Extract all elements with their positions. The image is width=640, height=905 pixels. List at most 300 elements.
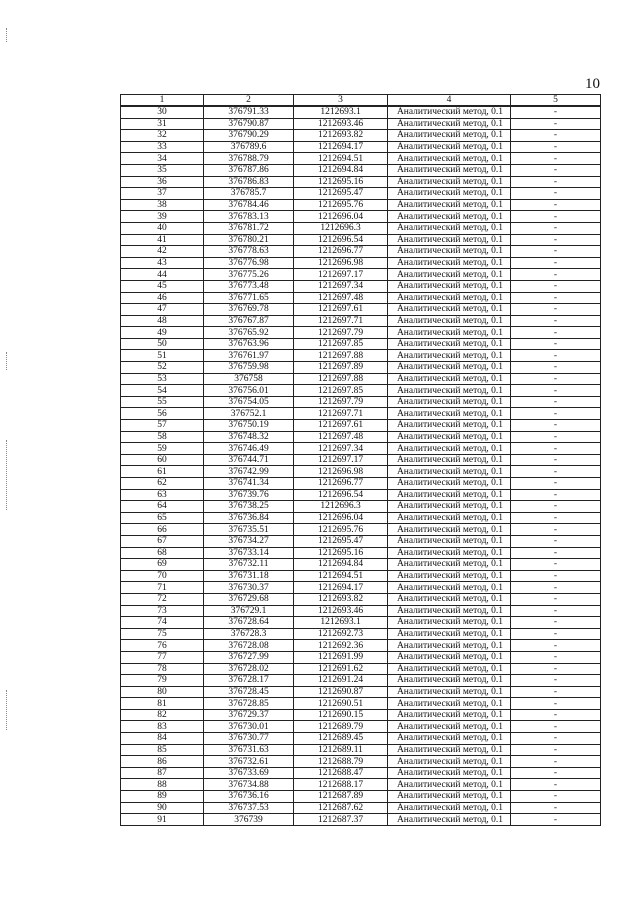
- table-row: [121, 420, 601, 432]
- point-number-cell: 61: [121, 466, 204, 478]
- y-coordinate-cell: 1212697.88: [294, 350, 388, 362]
- x-coordinate-cell: 376746.49: [204, 443, 294, 455]
- y-coordinate-cell: 1212697.61: [294, 304, 388, 316]
- method-cell: Аналитический метод, 0.1: [388, 246, 511, 258]
- point-number-cell: 63: [121, 489, 204, 501]
- table-row: [121, 756, 601, 768]
- method-cell: Аналитический метод, 0.1: [388, 222, 511, 234]
- method-cell: Аналитический метод, 0.1: [388, 721, 511, 733]
- x-coordinate-cell: 376754.05: [204, 396, 294, 408]
- y-coordinate-cell: 1212696.98: [294, 466, 388, 478]
- remark-cell: -: [511, 222, 601, 234]
- table-row: [121, 814, 601, 826]
- table-row: [121, 733, 601, 745]
- method-cell: Аналитический метод, 0.1: [388, 709, 511, 721]
- method-cell: Аналитический метод, 0.1: [388, 559, 511, 571]
- remark-cell: -: [511, 802, 601, 814]
- x-coordinate-cell: 376786.83: [204, 176, 294, 188]
- x-coordinate-cell: 376728.02: [204, 663, 294, 675]
- remark-cell: -: [511, 130, 601, 142]
- point-number-cell: 54: [121, 385, 204, 397]
- y-coordinate-cell: 1212697.79: [294, 327, 388, 339]
- remark-cell: -: [511, 164, 601, 176]
- method-cell: Аналитический метод, 0.1: [388, 385, 511, 397]
- point-number-cell: 87: [121, 767, 204, 779]
- method-cell: Аналитический метод, 0.1: [388, 106, 511, 118]
- x-coordinate-cell: 376765.92: [204, 327, 294, 339]
- point-number-cell: 32: [121, 130, 204, 142]
- x-coordinate-cell: 376748.32: [204, 431, 294, 443]
- method-cell: Аналитический метод, 0.1: [388, 582, 511, 594]
- y-coordinate-cell: 1212692.73: [294, 628, 388, 640]
- x-coordinate-cell: 376758: [204, 373, 294, 385]
- x-coordinate-cell: 376739: [204, 814, 294, 826]
- point-number-cell: 45: [121, 280, 204, 292]
- x-coordinate-cell: 376730.77: [204, 733, 294, 745]
- table-row: [121, 570, 601, 582]
- method-cell: Аналитический метод, 0.1: [388, 257, 511, 269]
- y-coordinate-cell: 1212695.47: [294, 188, 388, 200]
- table-row: [121, 605, 601, 617]
- table-row: [121, 304, 601, 316]
- table-row: [121, 547, 601, 559]
- x-coordinate-cell: 376734.88: [204, 779, 294, 791]
- point-number-cell: 69: [121, 559, 204, 571]
- method-cell: Аналитический метод, 0.1: [388, 234, 511, 246]
- table-row: [121, 628, 601, 640]
- y-coordinate-cell: 1212691.24: [294, 675, 388, 687]
- point-number-cell: 78: [121, 663, 204, 675]
- point-number-cell: 56: [121, 408, 204, 420]
- method-cell: Аналитический метод, 0.1: [388, 698, 511, 710]
- y-coordinate-cell: 1212695.47: [294, 535, 388, 547]
- point-number-cell: 75: [121, 628, 204, 640]
- remark-cell: -: [511, 199, 601, 211]
- method-cell: Аналитический метод, 0.1: [388, 593, 511, 605]
- table-row: [121, 315, 601, 327]
- table-row: [121, 791, 601, 803]
- method-cell: Аналитический метод, 0.1: [388, 269, 511, 281]
- remark-cell: -: [511, 559, 601, 571]
- method-cell: Аналитический метод, 0.1: [388, 605, 511, 617]
- point-number-cell: 64: [121, 501, 204, 513]
- table-row: [121, 501, 601, 513]
- table-row: [121, 199, 601, 211]
- method-cell: Аналитический метод, 0.1: [388, 211, 511, 223]
- point-number-cell: 58: [121, 431, 204, 443]
- table-row: [121, 651, 601, 663]
- x-coordinate-cell: 376773.48: [204, 280, 294, 292]
- y-coordinate-cell: 1212697.17: [294, 454, 388, 466]
- point-number-cell: 55: [121, 396, 204, 408]
- point-number-cell: 52: [121, 362, 204, 374]
- remark-cell: -: [511, 791, 601, 803]
- point-number-cell: 89: [121, 791, 204, 803]
- table-row: [121, 176, 601, 188]
- y-coordinate-cell: 1212694.17: [294, 141, 388, 153]
- x-coordinate-cell: 376729.68: [204, 593, 294, 605]
- point-number-cell: 73: [121, 605, 204, 617]
- table-row: [121, 164, 601, 176]
- point-number-cell: 77: [121, 651, 204, 663]
- method-cell: Аналитический метод, 0.1: [388, 130, 511, 142]
- point-number-cell: 50: [121, 338, 204, 350]
- table-row: [121, 443, 601, 455]
- point-number-cell: 35: [121, 164, 204, 176]
- table-row: [121, 338, 601, 350]
- y-coordinate-cell: 1212693.1: [294, 106, 388, 118]
- remark-cell: -: [511, 269, 601, 281]
- table-row: [121, 721, 601, 733]
- remark-cell: -: [511, 396, 601, 408]
- remark-cell: -: [511, 478, 601, 490]
- method-cell: Аналитический метод, 0.1: [388, 454, 511, 466]
- y-coordinate-cell: 1212687.62: [294, 802, 388, 814]
- page-number: 10: [585, 76, 600, 92]
- remark-cell: -: [511, 686, 601, 698]
- table-row: [121, 350, 601, 362]
- column-header-3: 3: [294, 95, 388, 107]
- remark-cell: -: [511, 408, 601, 420]
- y-coordinate-cell: 1212692.36: [294, 640, 388, 652]
- y-coordinate-cell: 1212693.1: [294, 617, 388, 629]
- table-row: [121, 408, 601, 420]
- remark-cell: -: [511, 535, 601, 547]
- x-coordinate-cell: 376733.14: [204, 547, 294, 559]
- method-cell: Аналитический метод, 0.1: [388, 373, 511, 385]
- remark-cell: -: [511, 675, 601, 687]
- remark-cell: -: [511, 593, 601, 605]
- y-coordinate-cell: 1212695.16: [294, 176, 388, 188]
- x-coordinate-cell: 376788.79: [204, 153, 294, 165]
- method-cell: Аналитический метод, 0.1: [388, 640, 511, 652]
- y-coordinate-cell: 1212694.84: [294, 164, 388, 176]
- table-row: [121, 675, 601, 687]
- x-coordinate-cell: 376761.97: [204, 350, 294, 362]
- remark-cell: -: [511, 350, 601, 362]
- y-coordinate-cell: 1212693.46: [294, 605, 388, 617]
- table-row: [121, 593, 601, 605]
- remark-cell: -: [511, 431, 601, 443]
- y-coordinate-cell: 1212689.45: [294, 733, 388, 745]
- remark-cell: -: [511, 327, 601, 339]
- method-cell: Аналитический метод, 0.1: [388, 141, 511, 153]
- point-number-cell: 90: [121, 802, 204, 814]
- x-coordinate-cell: 376727.99: [204, 651, 294, 663]
- remark-cell: -: [511, 257, 601, 269]
- x-coordinate-cell: 376790.29: [204, 130, 294, 142]
- column-header-2: 2: [204, 95, 294, 107]
- x-coordinate-cell: 376728.64: [204, 617, 294, 629]
- table-row: [121, 385, 601, 397]
- x-coordinate-cell: 376787.86: [204, 164, 294, 176]
- x-coordinate-cell: 376728.08: [204, 640, 294, 652]
- x-coordinate-cell: 376732.11: [204, 559, 294, 571]
- method-cell: Аналитический метод, 0.1: [388, 570, 511, 582]
- point-number-cell: 41: [121, 234, 204, 246]
- table-row: [121, 686, 601, 698]
- y-coordinate-cell: 1212696.04: [294, 211, 388, 223]
- table-row: [121, 373, 601, 385]
- y-coordinate-cell: 1212691.99: [294, 651, 388, 663]
- y-coordinate-cell: 1212693.82: [294, 130, 388, 142]
- x-coordinate-cell: 376730.01: [204, 721, 294, 733]
- point-number-cell: 79: [121, 675, 204, 687]
- x-coordinate-cell: 376728.17: [204, 675, 294, 687]
- table-row: [121, 779, 601, 791]
- y-coordinate-cell: 1212697.17: [294, 269, 388, 281]
- method-cell: Аналитический метод, 0.1: [388, 814, 511, 826]
- remark-cell: -: [511, 246, 601, 258]
- table-row: [121, 106, 601, 118]
- point-number-cell: 81: [121, 698, 204, 710]
- x-coordinate-cell: 376731.63: [204, 744, 294, 756]
- remark-cell: -: [511, 570, 601, 582]
- table-row: [121, 257, 601, 269]
- remark-cell: -: [511, 106, 601, 118]
- remark-cell: -: [511, 501, 601, 513]
- point-number-cell: 74: [121, 617, 204, 629]
- remark-cell: -: [511, 315, 601, 327]
- table-row: [121, 744, 601, 756]
- y-coordinate-cell: 1212688.47: [294, 767, 388, 779]
- point-number-cell: 71: [121, 582, 204, 594]
- y-coordinate-cell: 1212697.34: [294, 280, 388, 292]
- method-cell: Аналитический метод, 0.1: [388, 617, 511, 629]
- remark-cell: -: [511, 779, 601, 791]
- table-row: [121, 292, 601, 304]
- remark-cell: -: [511, 176, 601, 188]
- x-coordinate-cell: 376771.65: [204, 292, 294, 304]
- x-coordinate-cell: 376734.27: [204, 535, 294, 547]
- point-number-cell: 37: [121, 188, 204, 200]
- point-number-cell: 82: [121, 709, 204, 721]
- point-number-cell: 44: [121, 269, 204, 281]
- method-cell: Аналитический метод, 0.1: [388, 733, 511, 745]
- remark-cell: -: [511, 512, 601, 524]
- column-header-4: 4: [388, 95, 511, 107]
- table-row: [121, 640, 601, 652]
- x-coordinate-cell: 376759.98: [204, 362, 294, 374]
- table-row: [121, 141, 601, 153]
- x-coordinate-cell: 376778.63: [204, 246, 294, 258]
- x-coordinate-cell: 376752.1: [204, 408, 294, 420]
- x-coordinate-cell: 376784.46: [204, 199, 294, 211]
- x-coordinate-cell: 376789.6: [204, 141, 294, 153]
- remark-cell: -: [511, 118, 601, 130]
- x-coordinate-cell: 376790.87: [204, 118, 294, 130]
- point-number-cell: 66: [121, 524, 204, 536]
- table-row: [121, 802, 601, 814]
- remark-cell: -: [511, 280, 601, 292]
- y-coordinate-cell: 1212690.15: [294, 709, 388, 721]
- y-coordinate-cell: 1212697.71: [294, 408, 388, 420]
- y-coordinate-cell: 1212689.79: [294, 721, 388, 733]
- remark-cell: -: [511, 640, 601, 652]
- remark-cell: -: [511, 744, 601, 756]
- method-cell: Аналитический метод, 0.1: [388, 188, 511, 200]
- point-number-cell: 76: [121, 640, 204, 652]
- remark-cell: -: [511, 709, 601, 721]
- y-coordinate-cell: 1212697.71: [294, 315, 388, 327]
- table-row: [121, 582, 601, 594]
- x-coordinate-cell: 376742.99: [204, 466, 294, 478]
- coordinates-table: [120, 94, 601, 826]
- table-row: [121, 269, 601, 281]
- point-number-cell: 43: [121, 257, 204, 269]
- method-cell: Аналитический метод, 0.1: [388, 396, 511, 408]
- y-coordinate-cell: 1212688.79: [294, 756, 388, 768]
- point-number-cell: 40: [121, 222, 204, 234]
- table-row: [121, 188, 601, 200]
- table-header: [121, 95, 601, 107]
- method-cell: Аналитический метод, 0.1: [388, 501, 511, 513]
- table-row: [121, 524, 601, 536]
- y-coordinate-cell: 1212690.87: [294, 686, 388, 698]
- method-cell: Аналитический метод, 0.1: [388, 466, 511, 478]
- point-number-cell: 80: [121, 686, 204, 698]
- y-coordinate-cell: 1212687.37: [294, 814, 388, 826]
- table-row: [121, 663, 601, 675]
- point-number-cell: 68: [121, 547, 204, 559]
- x-coordinate-cell: 376728.45: [204, 686, 294, 698]
- table-row: [121, 234, 601, 246]
- x-coordinate-cell: 376733.69: [204, 767, 294, 779]
- remark-cell: -: [511, 605, 601, 617]
- method-cell: Аналитический метод, 0.1: [388, 779, 511, 791]
- point-number-cell: 86: [121, 756, 204, 768]
- y-coordinate-cell: 1212696.3: [294, 501, 388, 513]
- y-coordinate-cell: 1212693.82: [294, 593, 388, 605]
- y-coordinate-cell: 1212697.34: [294, 443, 388, 455]
- method-cell: Аналитический метод, 0.1: [388, 327, 511, 339]
- y-coordinate-cell: 1212688.17: [294, 779, 388, 791]
- header-row: [121, 95, 601, 107]
- x-coordinate-cell: 376767.87: [204, 315, 294, 327]
- y-coordinate-cell: 1212690.51: [294, 698, 388, 710]
- point-number-cell: 62: [121, 478, 204, 490]
- point-number-cell: 48: [121, 315, 204, 327]
- point-number-cell: 36: [121, 176, 204, 188]
- point-number-cell: 70: [121, 570, 204, 582]
- point-number-cell: 91: [121, 814, 204, 826]
- table-row: [121, 559, 601, 571]
- x-coordinate-cell: 376729.37: [204, 709, 294, 721]
- remark-cell: -: [511, 814, 601, 826]
- x-coordinate-cell: 376731.18: [204, 570, 294, 582]
- remark-cell: -: [511, 420, 601, 432]
- x-coordinate-cell: 376737.53: [204, 802, 294, 814]
- point-number-cell: 85: [121, 744, 204, 756]
- table-row: [121, 396, 601, 408]
- method-cell: Аналитический метод, 0.1: [388, 362, 511, 374]
- column-header-1: 1: [121, 95, 204, 107]
- y-coordinate-cell: 1212695.76: [294, 524, 388, 536]
- y-coordinate-cell: 1212697.88: [294, 373, 388, 385]
- remark-cell: -: [511, 385, 601, 397]
- y-coordinate-cell: 1212696.77: [294, 478, 388, 490]
- point-number-cell: 83: [121, 721, 204, 733]
- table-row: [121, 118, 601, 130]
- method-cell: Аналитический метод, 0.1: [388, 686, 511, 698]
- method-cell: Аналитический метод, 0.1: [388, 304, 511, 316]
- method-cell: Аналитический метод, 0.1: [388, 547, 511, 559]
- point-number-cell: 60: [121, 454, 204, 466]
- method-cell: Аналитический метод, 0.1: [388, 802, 511, 814]
- y-coordinate-cell: 1212697.61: [294, 420, 388, 432]
- x-coordinate-cell: 376728.3: [204, 628, 294, 640]
- y-coordinate-cell: 1212697.48: [294, 292, 388, 304]
- table-row: [121, 211, 601, 223]
- method-cell: Аналитический метод, 0.1: [388, 651, 511, 663]
- point-number-cell: 84: [121, 733, 204, 745]
- margin-binding-marks: [6, 0, 8, 905]
- y-coordinate-cell: 1212691.62: [294, 663, 388, 675]
- point-number-cell: 67: [121, 535, 204, 547]
- remark-cell: -: [511, 489, 601, 501]
- remark-cell: -: [511, 756, 601, 768]
- table-row: [121, 698, 601, 710]
- remark-cell: -: [511, 141, 601, 153]
- remark-cell: -: [511, 338, 601, 350]
- table-row: [121, 246, 601, 258]
- table-row: [121, 709, 601, 721]
- x-coordinate-cell: 376739.76: [204, 489, 294, 501]
- remark-cell: -: [511, 524, 601, 536]
- y-coordinate-cell: 1212694.51: [294, 570, 388, 582]
- y-coordinate-cell: 1212689.11: [294, 744, 388, 756]
- method-cell: Аналитический метод, 0.1: [388, 199, 511, 211]
- remark-cell: -: [511, 153, 601, 165]
- x-coordinate-cell: 376736.84: [204, 512, 294, 524]
- remark-cell: -: [511, 547, 601, 559]
- method-cell: Аналитический метод, 0.1: [388, 315, 511, 327]
- y-coordinate-cell: 1212697.85: [294, 385, 388, 397]
- remark-cell: -: [511, 373, 601, 385]
- y-coordinate-cell: 1212696.3: [294, 222, 388, 234]
- method-cell: Аналитический метод, 0.1: [388, 744, 511, 756]
- table-row: [121, 535, 601, 547]
- y-coordinate-cell: 1212696.04: [294, 512, 388, 524]
- x-coordinate-cell: 376750.19: [204, 420, 294, 432]
- x-coordinate-cell: 376781.72: [204, 222, 294, 234]
- table-row: [121, 478, 601, 490]
- y-coordinate-cell: 1212693.46: [294, 118, 388, 130]
- table-row: [121, 222, 601, 234]
- table-row: [121, 617, 601, 629]
- table-row: [121, 512, 601, 524]
- method-cell: Аналитический метод, 0.1: [388, 420, 511, 432]
- y-coordinate-cell: 1212697.85: [294, 338, 388, 350]
- method-cell: Аналитический метод, 0.1: [388, 408, 511, 420]
- y-coordinate-cell: 1212695.76: [294, 199, 388, 211]
- y-coordinate-cell: 1212696.54: [294, 234, 388, 246]
- remark-cell: -: [511, 454, 601, 466]
- method-cell: Аналитический метод, 0.1: [388, 118, 511, 130]
- x-coordinate-cell: 376791.33: [204, 106, 294, 118]
- x-coordinate-cell: 376780.21: [204, 234, 294, 246]
- y-coordinate-cell: 1212697.79: [294, 396, 388, 408]
- remark-cell: -: [511, 628, 601, 640]
- method-cell: Аналитический метод, 0.1: [388, 280, 511, 292]
- x-coordinate-cell: 376728.85: [204, 698, 294, 710]
- point-number-cell: 30: [121, 106, 204, 118]
- x-coordinate-cell: 376785.7: [204, 188, 294, 200]
- method-cell: Аналитический метод, 0.1: [388, 628, 511, 640]
- method-cell: Аналитический метод, 0.1: [388, 675, 511, 687]
- remark-cell: -: [511, 721, 601, 733]
- x-coordinate-cell: 376744.71: [204, 454, 294, 466]
